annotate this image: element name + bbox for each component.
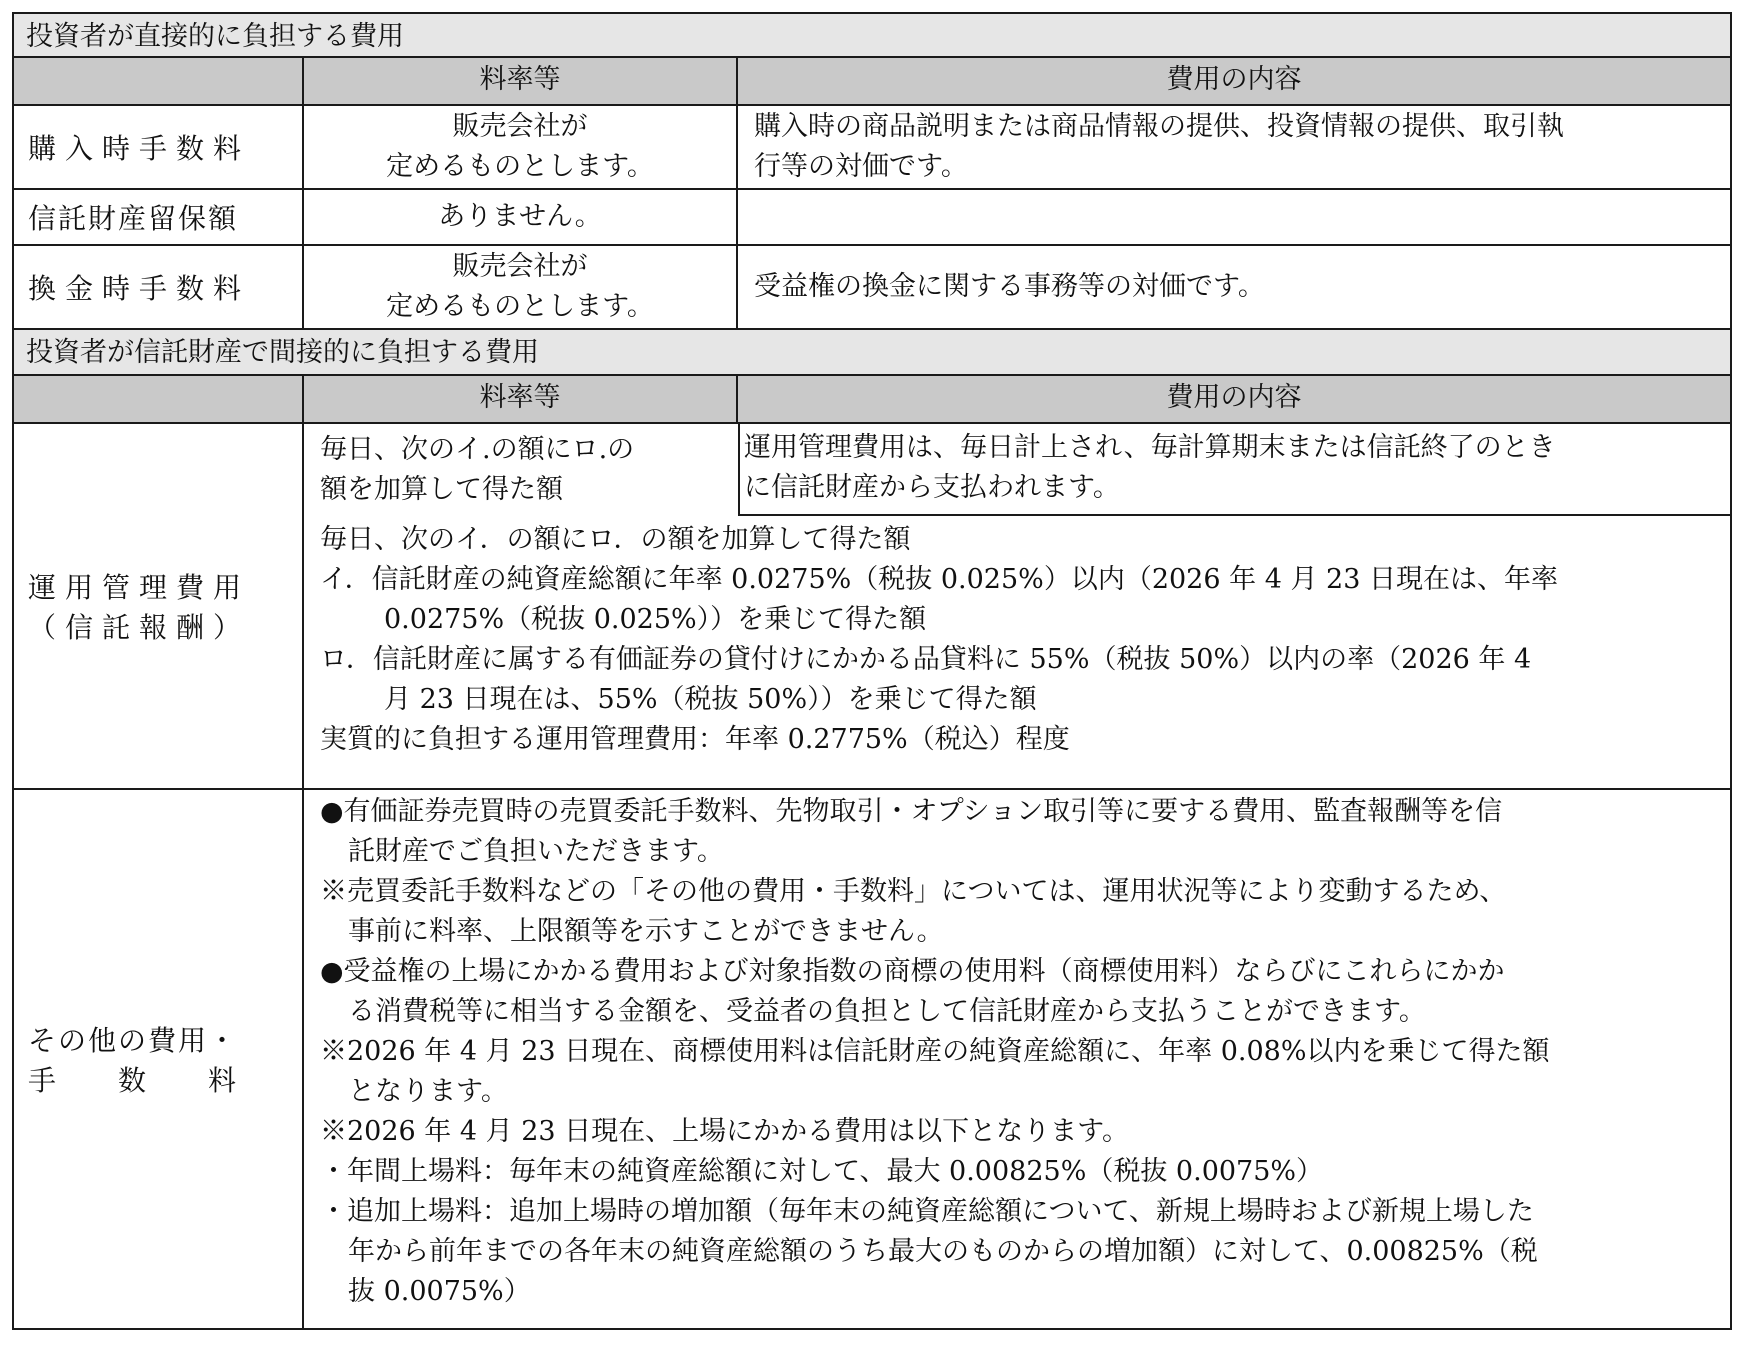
detail-line: イ．信託財産の純資産総額に年率 0.0275%（税抜 0.025%）以内（2026 年 4 月 23 日現在は、年率 xyxy=(320,564,1558,595)
detail-line: ・追加上場料：追加上場時の増加額（毎年末の純資産総額について、新規上場時および新規上場した xyxy=(320,1196,1534,1227)
desc-line: 行等の対価です。 xyxy=(754,151,968,182)
detail-line: 毎日、次のイ．の額にロ．の額を加算して得た額 xyxy=(320,524,911,555)
label-line: 運用管理費用 xyxy=(28,571,251,604)
header-blank xyxy=(14,58,304,104)
detail-line: 抜 0.0075%） xyxy=(348,1276,531,1307)
mgmt-rate xyxy=(304,424,738,516)
detail-line: 事前に料率、上限額等を示すことができません。 xyxy=(348,916,944,947)
rate-line: ありません。 xyxy=(438,201,602,232)
row-label: 換金時手数料 xyxy=(14,246,304,328)
detail-line: ●有価証券売買時の売買委託手数料、先物取引・オプション取引等に要する費用、監査報酬等を信 xyxy=(320,796,1503,827)
mgmt-subgrid xyxy=(304,424,1730,516)
detail-line: 年から前年までの各年末の純資産総額のうち最大のものからの増加額）に対して、0.00825%（税 xyxy=(348,1236,1538,1267)
detail-line: 託財産でご負担いただきます。 xyxy=(348,836,724,867)
header-desc: 費用の内容 xyxy=(1166,64,1302,95)
header-rate: 料率等 xyxy=(304,376,738,422)
detail-line: ※売買委託手数料などの「その他の費用・手数料」については、運用状況等により変動するため、 xyxy=(320,876,1507,907)
row-desc xyxy=(738,246,1730,328)
mgmt-detail xyxy=(304,516,1730,764)
detail-line: 実質的に負担する運用管理費用：年率 0.2775%（税込）程度 xyxy=(320,724,1070,755)
row-rate xyxy=(304,106,738,188)
detail-line: ●受益権の上場にかかる費用および対象指数の商標の使用料（商標使用料）ならびにこれらにかか xyxy=(320,956,1505,987)
row-label: 購入時手数料 xyxy=(14,106,304,188)
fee-table xyxy=(12,12,1732,1330)
detail-line: ※2026 年 4 月 23 日現在、上場にかかる費用は以下となります。 xyxy=(320,1116,1129,1147)
detail-line: る消費税等に相当する金額を、受益者の負担として信託財産から支払うことができます。 xyxy=(348,996,1426,1027)
rate-line: 販売会社が xyxy=(452,251,588,282)
header-blank xyxy=(14,376,304,422)
direct-header-row xyxy=(12,58,1732,106)
rate-line: 定めるものとします。 xyxy=(386,291,654,322)
indirect-header-row xyxy=(12,376,1732,424)
row-purchase-fee xyxy=(12,106,1732,190)
detail-line: 月 23 日現在は、55%（税抜 50%））を乗じて得た額 xyxy=(384,684,1037,715)
row-label: 信託財産留保額 xyxy=(14,190,304,244)
desc-line: 運用管理費用は、毎日計上され、毎計算期末または信託終了のとき xyxy=(744,432,1556,463)
header-rate: 料率等 xyxy=(304,58,738,104)
label-line: （信託報酬） xyxy=(28,611,251,644)
detail-line: ※2026 年 4 月 23 日現在、商標使用料は信託財産の純資産総額に、年率 0.08%以内を乗じて得た額 xyxy=(320,1036,1550,1067)
desc-line: 受益権の換金に関する事務等の対価です。 xyxy=(754,271,1265,302)
row-desc xyxy=(738,106,1730,188)
mgmt-content xyxy=(304,424,1730,788)
rate-line: 額を加算して得た額 xyxy=(320,474,563,505)
row-retention xyxy=(12,190,1732,246)
desc-line: 購入時の商品説明または商品情報の提供、投資情報の提供、取引執 xyxy=(754,111,1564,142)
section-title: 投資者が直接的に負担する費用 xyxy=(26,21,404,52)
row-management-fee xyxy=(12,424,1732,790)
row-label xyxy=(14,424,304,788)
header-desc: 費用の内容 xyxy=(1166,382,1302,413)
other-content xyxy=(304,790,1730,1328)
detail-line: ロ．信託財産に属する有価証券の貸付けにかかる品貸料に 55%（税抜 50%）以内の率（2026 年 4 xyxy=(320,644,1532,675)
detail-line: となります。 xyxy=(348,1076,508,1107)
row-rate xyxy=(304,190,738,244)
row-other-fees xyxy=(12,790,1732,1330)
row-rate xyxy=(304,246,738,328)
desc-line: に信託財産から支払われます。 xyxy=(744,472,1120,503)
section-title: 投資者が信託財産で間接的に負担する費用 xyxy=(26,337,539,368)
detail-line: ・年間上場料：毎年末の純資産総額に対して、最大 0.00825%（税抜 0.0075%） xyxy=(320,1156,1324,1187)
rate-line: 販売会社が xyxy=(452,111,588,142)
section-direct-title xyxy=(12,12,1732,58)
label-line: その他の費用・ xyxy=(28,1024,239,1057)
rate-line: 毎日、次のイ.の額にロ.の xyxy=(320,434,635,465)
row-desc xyxy=(738,190,1730,244)
detail-line: 0.0275%（税抜 0.025%））を乗じて得た額 xyxy=(384,604,927,635)
section-indirect-title xyxy=(12,330,1732,376)
row-redemption-fee xyxy=(12,246,1732,330)
rate-line: 定めるものとします。 xyxy=(386,151,654,182)
mgmt-desc xyxy=(738,424,1730,516)
label-line: 手 数 料 xyxy=(28,1064,239,1097)
row-label xyxy=(14,790,304,1328)
